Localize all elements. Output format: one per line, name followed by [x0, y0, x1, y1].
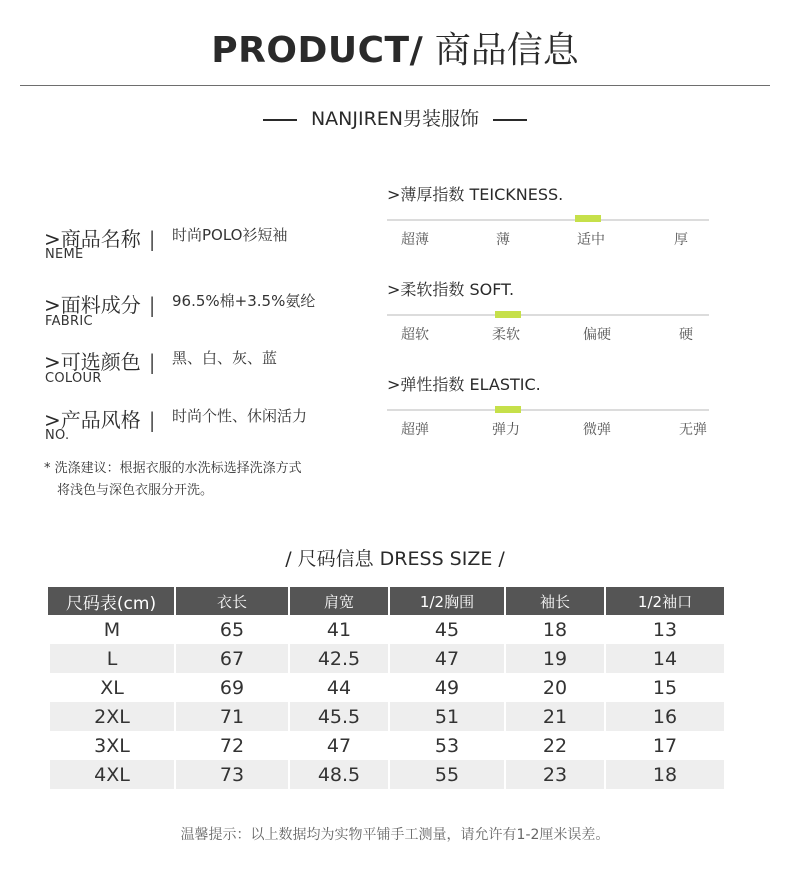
- table-cell: 69: [174, 673, 288, 702]
- table-row: [48, 760, 724, 789]
- info-sub-fabric: FABRIC: [45, 314, 93, 329]
- dash-left: [263, 119, 297, 121]
- brand-name: NANJIREN男装服饰: [310, 108, 480, 130]
- table-cell: 18: [604, 760, 724, 789]
- scale-option: 微弹: [583, 422, 611, 438]
- table-cell: L: [48, 644, 174, 673]
- table-cell: M: [48, 615, 174, 644]
- size-table: [48, 587, 724, 789]
- table-row: [48, 673, 724, 702]
- table-cell: 49: [388, 673, 504, 702]
- scale-option: 超弹: [401, 422, 429, 438]
- table-cell: 17: [604, 731, 724, 760]
- table-cell: XL: [48, 673, 174, 702]
- table-cell: 4XL: [48, 760, 174, 789]
- scale-track-elastic: [387, 409, 709, 411]
- brand-line: [0, 104, 790, 131]
- table-cell: 18: [504, 615, 604, 644]
- table-cell: 23: [504, 760, 604, 789]
- table-cell: 19: [504, 644, 604, 673]
- table-cell: 53: [388, 731, 504, 760]
- info-sub-name: NEME: [45, 247, 84, 262]
- scale-track-thickness: [387, 219, 709, 221]
- info-value-style: 时尚个性、休闲活力: [172, 407, 308, 425]
- table-cell: 73: [174, 760, 288, 789]
- size-table-title: / 尺码信息 DRESS SIZE /: [285, 548, 505, 570]
- dash-right: [493, 119, 527, 121]
- scale-option: 超薄: [401, 232, 429, 248]
- info-value-fabric: 96.5%棉+3.5%氨纶: [172, 292, 316, 310]
- scale-option: 柔软: [492, 327, 520, 343]
- scale-option: 偏硬: [583, 327, 611, 343]
- scale-title-soft: >柔软指数 SOFT.: [387, 280, 515, 299]
- table-cell: 16: [604, 702, 724, 731]
- table-cell: 42.5: [288, 644, 388, 673]
- table-cell: 51: [388, 702, 504, 731]
- scale-option: 适中: [577, 232, 605, 248]
- wash-advice-line-1: * 洗涤建议：根据衣服的水洗标选择洗涤方式: [44, 461, 302, 476]
- table-cell: 44: [288, 673, 388, 702]
- info-label-style: >产品风格 |: [44, 408, 156, 432]
- scale-option: 厚: [674, 232, 688, 248]
- table-cell: 55: [388, 760, 504, 789]
- wash-advice-line-2: 将浅色与深色衣服分开洗。: [57, 483, 214, 498]
- table-cell: 41: [288, 615, 388, 644]
- table-cell: 21: [504, 702, 604, 731]
- scale-option: 无弹: [679, 422, 707, 438]
- table-row: [48, 644, 724, 673]
- column-header: 袖长: [504, 587, 604, 615]
- scale-option: 硬: [679, 327, 693, 343]
- header-divider: [20, 85, 770, 86]
- scale-marker-elastic: [495, 406, 521, 413]
- info-value-name: 时尚POLO衫短袖: [172, 226, 288, 244]
- info-sub-style: NO.: [45, 428, 70, 443]
- info-label-fabric: >面料成分 |: [44, 293, 156, 317]
- table-cell: 45: [388, 615, 504, 644]
- table-cell: 65: [174, 615, 288, 644]
- table-cell: 72: [174, 731, 288, 760]
- table-cell: 3XL: [48, 731, 174, 760]
- measurement-note: 温馨提示：以上数据均为实物平铺手工测量，请允许有1-2厘米误差。: [180, 827, 610, 843]
- scale-marker-soft: [495, 311, 521, 318]
- column-header: 尺码表(cm): [48, 587, 174, 615]
- info-label-name: >商品名称 |: [44, 227, 156, 251]
- table-row: [48, 731, 724, 760]
- info-sub-colour: COLOUR: [45, 371, 102, 386]
- table-cell: 71: [174, 702, 288, 731]
- info-label-colour: >可选颜色 |: [44, 350, 156, 374]
- column-header: 衣长: [174, 587, 288, 615]
- size-table-header-row: [48, 587, 724, 615]
- table-cell: 13: [604, 615, 724, 644]
- table-cell: 45.5: [288, 702, 388, 731]
- table-cell: 47: [388, 644, 504, 673]
- column-header: 1/2袖口: [604, 587, 724, 615]
- scale-marker-thickness: [575, 215, 601, 222]
- scale-title-elastic: >弹性指数 ELASTIC.: [387, 375, 541, 394]
- table-cell: 22: [504, 731, 604, 760]
- table-cell: 2XL: [48, 702, 174, 731]
- table-cell: 20: [504, 673, 604, 702]
- scale-option: 超软: [401, 327, 429, 343]
- table-cell: 67: [174, 644, 288, 673]
- table-cell: 15: [604, 673, 724, 702]
- scale-option: 薄: [496, 232, 510, 248]
- scale-title-thickness: >薄厚指数 TEICKNESS.: [387, 185, 564, 204]
- table-row: [48, 615, 724, 644]
- scale-option: 弹力: [492, 422, 520, 438]
- title-en: PRODUCT/: [211, 30, 424, 71]
- column-header: 肩宽: [288, 587, 388, 615]
- table-row: [48, 702, 724, 731]
- info-value-colour: 黑、白、灰、蓝: [172, 349, 278, 367]
- column-header: 1/2胸围: [388, 587, 504, 615]
- table-cell: 14: [604, 644, 724, 673]
- table-cell: 48.5: [288, 760, 388, 789]
- scale-track-soft: [387, 314, 709, 316]
- title-cn: 商品信息: [423, 30, 579, 71]
- page-title: [0, 22, 790, 73]
- table-cell: 47: [288, 731, 388, 760]
